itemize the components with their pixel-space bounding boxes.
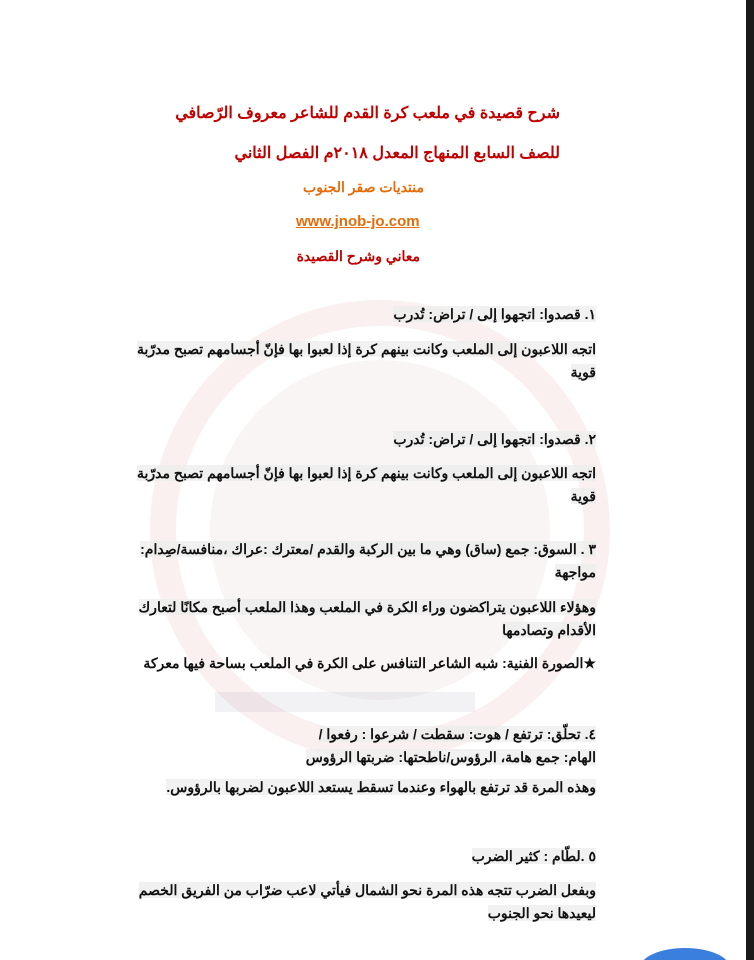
floating-action-button[interactable] [640,948,730,960]
section-heading: معاني وشرح القصيدة [296,248,420,264]
item-1-body: اتجه اللاعبون إلى الملعب وكانت بينهم كرة إذا لعبوا بها فإنّ أجسامهم تصبح مدرّبة قوية [137,341,596,380]
item-4-heading: ٤. تحلّق: ترتفع / هوت: سقطت / شرعوا : رفعوا /الهام: جمع هامة، الرؤوس/ناطحتها: ضربتها الرؤوس [305,726,596,765]
forum-name: منتديات صقر الجنوب [303,179,424,195]
title-line-1: شرح قصيدة في ملعب كرة القدم للشاعر معروف الرّصافي [175,105,560,122]
title-line-2: للصف السابع المنهاج المعدل ٢٠١٨م الفصل الثاني [234,145,560,162]
watermark-portrait [210,360,550,700]
item-5-body: وبفعل الضرب تتجه هذه المرة نحو الشمال فيأتي لاعب ضرّاب من الفريق الخصم ليعيدها نحو الجنوب [138,882,596,921]
website-link[interactable]: www.jnob-jo.com [296,213,420,230]
item-2-body: اتجه اللاعبون إلى الملعب وكانت بينهم كرة إذا لعبوا بها فإنّ أجسامهم تصبح مدرّبة قوية [137,465,596,504]
item-1-heading: ١. قصدوا: اتجهوا إلى / تراض: تُدرب [393,306,596,322]
item-5-heading: ٥ .لطّام : كثير الضرب [471,848,596,864]
right-edge-border [746,0,754,960]
watermark-url-band [215,692,475,712]
item-2-heading: ٢. قصدوا: اتجهوا إلى / تراض: تُدرب [393,431,596,447]
item-4-body: وهذه المرة قد ترتفع بالهواء وعندما تسقط يستعد اللاعبون لضربها بالرؤوس. [166,779,596,795]
item-3-heading: ٣ . السوق: جمع (ساق) وهي ما بين الركبة والقدم /معترك :عراك ،منافسة/صِدام: مواجهة [140,541,596,580]
item-3-note: ★الصورة الفنية: شبه الشاعر التنافس على الكرة في الملعب بساحة فيها معركة [143,655,596,671]
item-3-body: وهؤلاء اللاعبون يتراكضون وراء الكرة في الملعب وهذا الملعب أصبح مكانًا لتعارك الأقدام وتصادمها [138,599,596,638]
